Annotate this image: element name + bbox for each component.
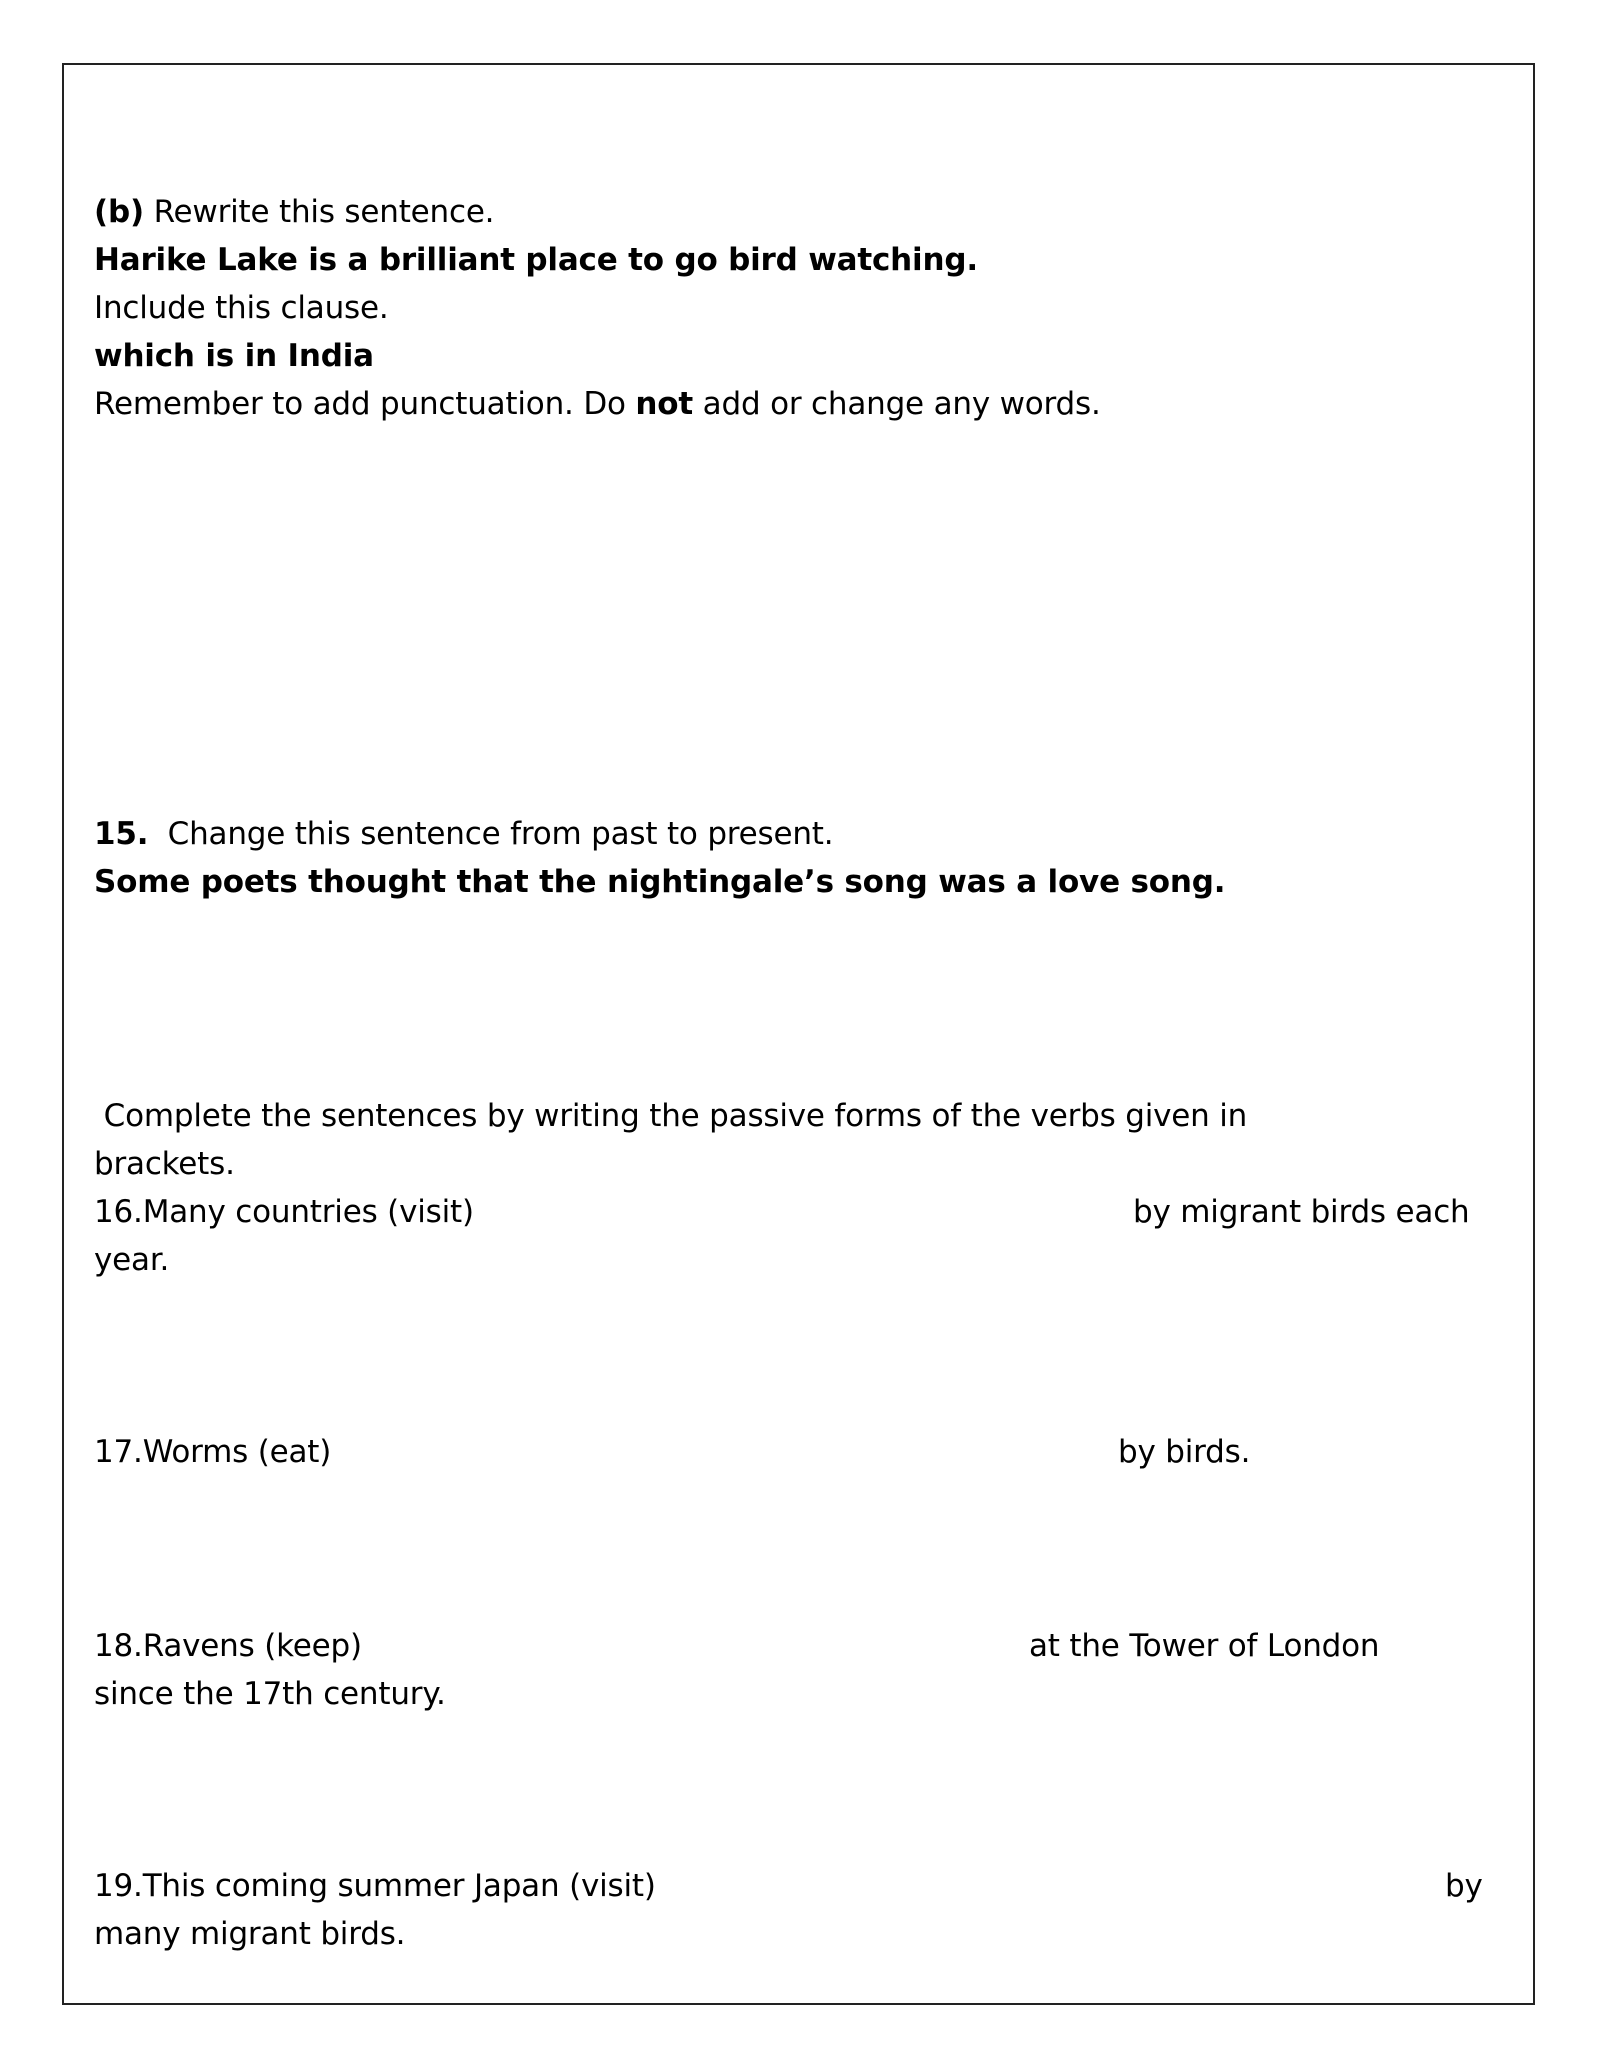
item-19-left: 19.This coming summer Japan (visit): [94, 1868, 656, 1904]
item-18-continuation: since the 17th century.: [94, 1676, 446, 1712]
question-instruction: Rewrite this sentence.: [143, 194, 495, 230]
reminder-emphasis: not: [635, 386, 694, 422]
item-19-blank[interactable]: [740, 1862, 1440, 1910]
question-15-heading: [94, 810, 833, 858]
answer-space-15[interactable]: [94, 912, 1504, 1082]
question-number: 15.: [94, 816, 149, 852]
passive-instruction: Complete the sentences by writing the passive forms of the verbs given in: [94, 1098, 1248, 1134]
reminder-text: [94, 380, 1101, 428]
question-label: (b): [94, 194, 144, 230]
clause-text: which is in India: [94, 338, 374, 374]
question-14b-heading: [94, 188, 494, 236]
source-sentence: Harike Lake is a brilliant place to go bird watching.: [94, 242, 978, 278]
item-19-right: by: [1445, 1868, 1483, 1904]
item-18-right: at the Tower of London: [1029, 1628, 1380, 1664]
item-16-continuation: year.: [94, 1242, 170, 1278]
item-17-right: by birds.: [1118, 1434, 1251, 1470]
item-16-left: 16.Many countries (visit): [94, 1194, 474, 1230]
item-18-blank[interactable]: [410, 1622, 1020, 1670]
reminder-after: add or change any words.: [693, 386, 1101, 422]
item-19-continuation: many migrant birds.: [94, 1916, 406, 1952]
item-16-blank[interactable]: [530, 1188, 1120, 1236]
question-instruction: Change this sentence from past to present.: [148, 816, 834, 852]
reminder-before: Remember to add punctuation. Do: [94, 386, 636, 422]
answer-space-14b[interactable]: [94, 440, 1504, 780]
item-17-blank[interactable]: [380, 1428, 1100, 1476]
passive-instruction-continued: brackets.: [94, 1146, 235, 1182]
item-16-right: by migrant birds each: [1133, 1194, 1470, 1230]
clause-instruction: Include this clause.: [94, 290, 389, 326]
source-sentence: Some poets thought that the nightingale’s song was a love song.: [94, 864, 1226, 900]
item-18-left: 18.Ravens (keep): [94, 1628, 362, 1664]
item-17-left: 17.Worms (eat): [94, 1434, 332, 1470]
